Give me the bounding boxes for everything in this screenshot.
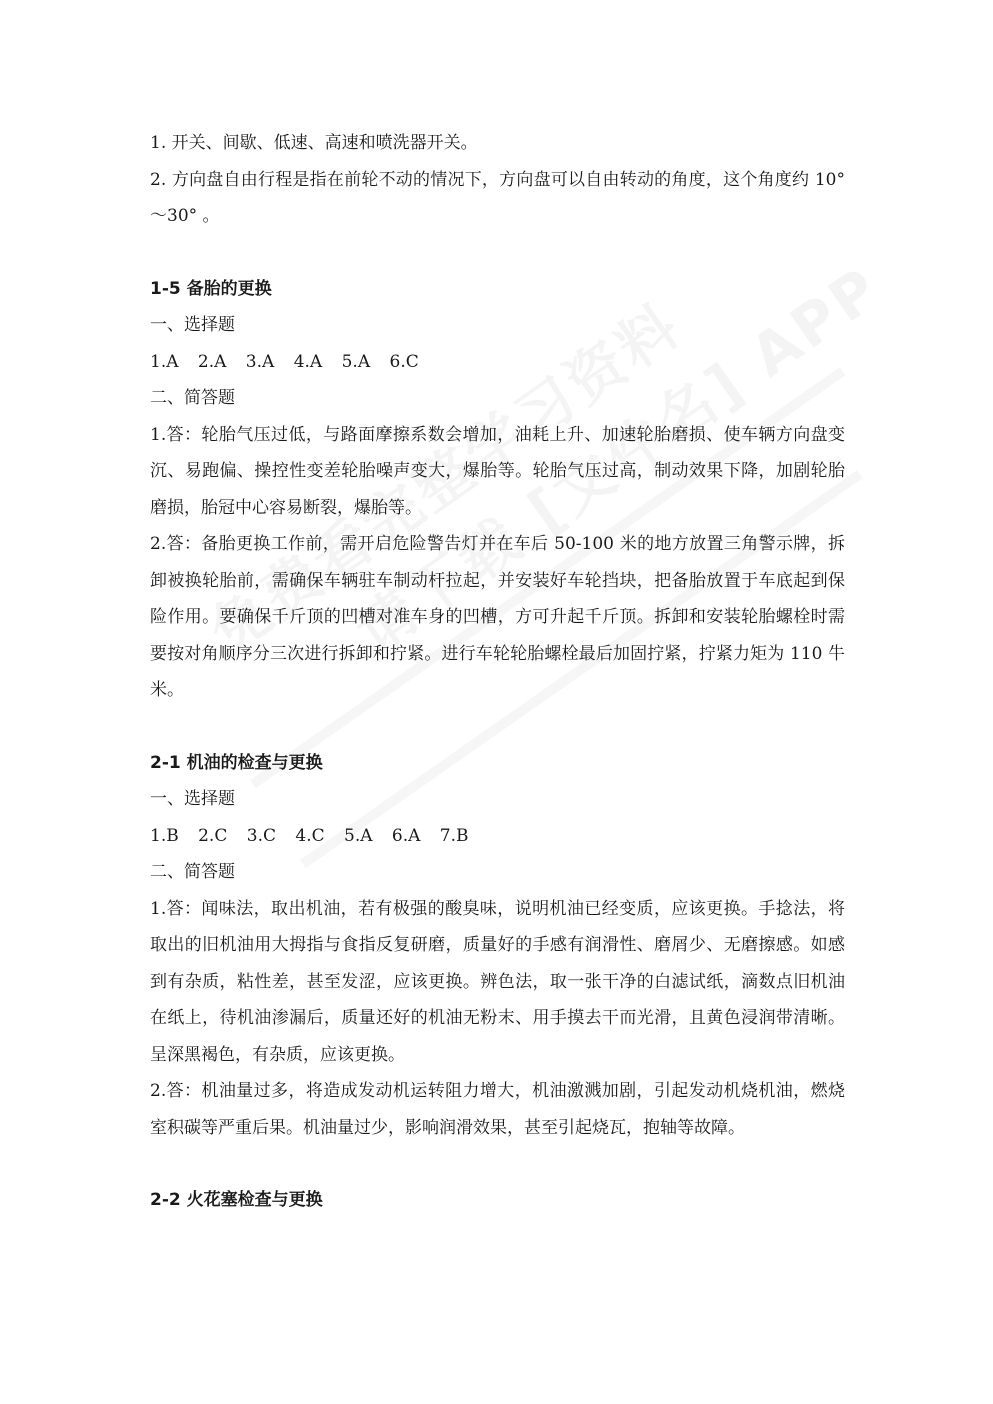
section-heading-2-1: 2-1 机油的检查与更换: [150, 752, 323, 773]
short-answer-2: 2.答：备胎更换工作前，需开启危险警告灯并在车后 50-100 米的地方放置三角警示牌，拆卸被换轮胎前，需确保车辆驻车制动杆拉起，并安装好车轮挡块，把备胎放置于车底起到保险作用。要确保千斤顶的凹槽对准车身的凹槽，方可升起千斤顶。拆卸和安装轮胎螺栓时需要按对角顺序分三次进行拆卸和拧紧。进行车轮轮胎螺栓最后加固拧紧，拧紧力矩为 110 牛米。: [150, 534, 845, 700]
section-spacer: [150, 709, 845, 745]
short-answer-label: 二、简答题: [150, 862, 235, 882]
choice-label: 一、选择题: [150, 315, 235, 335]
short-answer-label: 二、简答题: [150, 388, 235, 408]
document-body: [150, 125, 845, 1219]
choice-answers: 1.B 2.C 3.C 4.C 5.A 6.A 7.B: [150, 825, 469, 846]
short-answer-1: 1.答：闻味法，取出机油，若有极强的酸臭味，说明机油已经变质，应该更换。手捻法，将取出的旧机油用大拇指与食指反复研磨，质量好的手感有润滑性、磨屑少、无磨擦感。如感到有杂质，粘性差，甚至发涩，应该更换。辨色法，取一张干净的白滤试纸，滴数点旧机油在纸上，待机油渗漏后，质量还好的机油无粉末、用手摸去干而光滑，且黄色浸润带清晰。呈深黑褐色，有杂质，应该更换。: [150, 898, 845, 1065]
section-heading-1-5: 1-5 备胎的更换: [150, 278, 272, 299]
short-answer-1: 1.答：轮胎气压过低，与路面摩擦系数会增加，油耗上升、加速轮胎磨损、使车辆方向盘变沉、易跑偏、操控性变差轮胎噪声变大，爆胎等。轮胎气压过高，制动效果下降，加剧轮胎磨损，胎冠中心容易断裂，爆胎等。: [150, 424, 845, 518]
prev-answer-1: 1. 开关、间歇、低速、高速和喷洗器开关。: [150, 133, 478, 153]
section-spacer: [150, 1146, 845, 1182]
prev-answer-2: 2. 方向盘自由行程是指在前轮不动的情况下，方向盘可以自由转动的角度，这个角度约 10° ～30° 。: [150, 169, 845, 226]
short-answer-2: 2.答：机油量过多，将造成发动机运转阻力增大，机油激溅加剧，引起发动机烧机油，燃烧室积碳等严重后果。机油量过少，影响润滑效果，甚至引起烧瓦，抱轴等故障。: [150, 1081, 845, 1138]
choice-answers: 1.A 2.A 3.A 4.A 5.A 6.C: [150, 351, 419, 372]
section-spacer: [150, 235, 845, 271]
section-heading-2-2: 2-2 火花塞检查与更换: [150, 1190, 323, 1210]
choice-label: 一、选择题: [150, 789, 235, 809]
